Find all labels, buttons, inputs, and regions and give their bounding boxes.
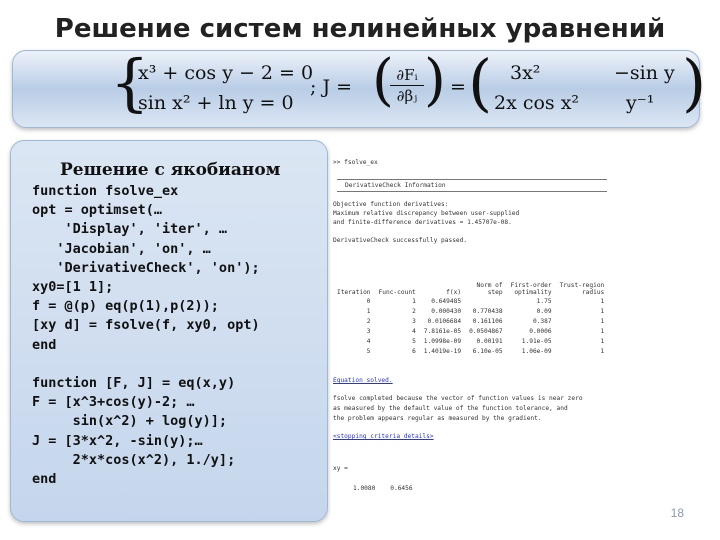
table-row [333, 306, 608, 316]
table-cell: 1.75 [536, 297, 552, 305]
table-row [333, 326, 608, 336]
equals-sign: = [450, 76, 466, 98]
matrix-cell-22: y⁻¹ [626, 92, 655, 114]
equation-2: sin x² + ln y = 0 [138, 92, 294, 114]
table-cell: 1.06e-09 [521, 347, 552, 355]
iteration-table [333, 282, 608, 356]
matrix-left-paren: ( [468, 46, 493, 119]
page-number: 18 [670, 506, 684, 520]
table-cell: 1 [600, 327, 605, 335]
table-cell [420, 282, 465, 289]
table-cell: 1.91e-05 [521, 337, 552, 345]
equation-1: x³ + cos y − 2 = 0 [138, 62, 314, 84]
table-cell: 2 [366, 317, 371, 325]
table-cell: 3 [366, 327, 371, 335]
table-cell: 0.387 [532, 317, 552, 325]
table-cell: 1 [600, 347, 605, 355]
table-cell: 1.0998e-09 [423, 337, 462, 345]
code-line: function fsolve_ex [32, 183, 179, 199]
code-line: 'Display', 'iter', … [32, 221, 228, 238]
code-line: sin(x^2) + log(y)]; [32, 413, 228, 430]
table-cell: 5 [412, 337, 416, 345]
derivative-fraction [390, 66, 424, 105]
code-line: xy0=[1 1]; [32, 279, 114, 296]
code-line: function [F, J] = eq(x,y) [32, 375, 236, 392]
panel-title: Решение с якобианом [60, 160, 281, 180]
table-cell: f(x) [446, 289, 462, 296]
matrix-cell-12: −sin y [614, 62, 675, 84]
code-line: J = [3*x^2, -sin(y);… [32, 432, 203, 449]
matlab-code [32, 182, 260, 489]
table-cell [333, 282, 375, 289]
code-line: [xy d] = fsolve(f, xy0, opt) [32, 317, 260, 334]
table-cell: 4 [366, 337, 371, 345]
command-line: >> fsolve_ex [333, 159, 378, 166]
table-row [333, 296, 608, 306]
table-cell: 1 [600, 317, 605, 325]
table-cell: 1 [600, 297, 605, 305]
table-cell: optimality [514, 289, 552, 296]
table-cell: 0.09 [536, 307, 552, 315]
table-header-row [333, 282, 608, 289]
table-row [333, 316, 608, 326]
table-cell: 0.0504867 [469, 327, 503, 335]
matlab-output [331, 155, 699, 523]
code-line: end [32, 471, 57, 488]
table-cell: 0.649485 [431, 297, 462, 305]
output-text: as measured by the default value of the function tolerance, and [333, 405, 568, 412]
right-paren: ) [424, 48, 446, 113]
left-paren: ( [372, 48, 394, 113]
equation-system [110, 46, 707, 122]
table-cell: 6.10e-05 [472, 347, 503, 355]
table-cell: 6 [412, 347, 416, 355]
stopping-criteria-link[interactable]: <stopping criteria details> [333, 433, 434, 440]
code-line: f = @(p) eq(p(1),p(2)); [32, 298, 219, 315]
derivative-numerator: ∂Fᵢ [396, 66, 418, 84]
table-cell: Iteration [337, 289, 371, 296]
code-line: F = [x^3+cos(y)-2; … [32, 394, 195, 411]
table-cell: radius [581, 289, 605, 296]
table-cell: 3 [412, 317, 416, 325]
left-brace: { [110, 46, 150, 119]
table-row [333, 346, 608, 356]
table-cell: 1.4019e-19 [423, 347, 462, 355]
equation-solved-link[interactable]: Equation solved. [333, 377, 393, 384]
table-cell: First-order [510, 282, 552, 289]
code-line: 'Jacobian', 'on', … [32, 240, 211, 257]
check-heading: DerivativeCheck Information [345, 182, 446, 189]
matrix-cell-21: 2x cos x² [494, 92, 580, 114]
table-cell: Trust-region [559, 282, 605, 289]
table-cell: Func-count [378, 289, 416, 296]
divider [337, 191, 607, 192]
output-text: and finite-difference derivatives = 1.45707e-08. [333, 219, 512, 226]
table-cell: Norm of [476, 282, 503, 289]
table-cell: 0 [366, 297, 371, 305]
table-cell: 0.161106 [472, 317, 503, 325]
table-cell: 7.8161e-05 [423, 327, 462, 335]
table-cell: 2 [412, 307, 416, 315]
table-row [333, 336, 608, 346]
table-cell: step [487, 289, 503, 296]
table-cell: 0.0006 [529, 327, 552, 335]
table-cell: 0.770438 [472, 307, 503, 315]
derivative-denominator: ∂βⱼ [396, 87, 418, 105]
code-line: opt = optimset(… [32, 202, 163, 219]
output-text: the problem appears regular as measured by the gradient. [333, 415, 542, 422]
divider [337, 179, 607, 180]
code-line [32, 355, 260, 374]
output-text: DerivativeCheck successfully passed. [333, 237, 468, 244]
table-cell: 0.000430 [431, 307, 462, 315]
jacobian-label: ; J = [310, 76, 353, 98]
code-line: end [32, 336, 57, 353]
table-cell: 1 [600, 307, 605, 315]
table-cell: 0.0106684 [427, 317, 462, 325]
table-cell: 4 [412, 327, 416, 335]
xy-values: 1.0080 0.6456 [353, 485, 413, 492]
table-cell [465, 296, 507, 306]
code-line: 'DerivativeCheck', 'on'); [32, 259, 260, 276]
table-cell: 1 [412, 297, 416, 305]
code-line: 2*x*cos(x^2), 1./y]; [32, 451, 236, 468]
table-cell: 5 [366, 347, 371, 355]
matrix-cell-11: 3x² [510, 62, 541, 84]
table-cell: 1 [600, 337, 605, 345]
table-header-row [333, 289, 608, 296]
matrix-right-paren: ) [682, 46, 707, 119]
output-text: fsolve completed because the vector of function values is near zero [333, 395, 583, 402]
output-text: Maximum relative discrepancy between user-supplied [333, 210, 520, 217]
table-cell [375, 282, 420, 289]
table-cell: 0.00191 [476, 337, 503, 345]
slide-title: Решение систем нелинейных уравнений [54, 14, 666, 44]
output-text: Objective function derivatives: [333, 201, 449, 208]
table-cell: 1 [366, 307, 371, 315]
xy-label: xy = [333, 465, 348, 472]
